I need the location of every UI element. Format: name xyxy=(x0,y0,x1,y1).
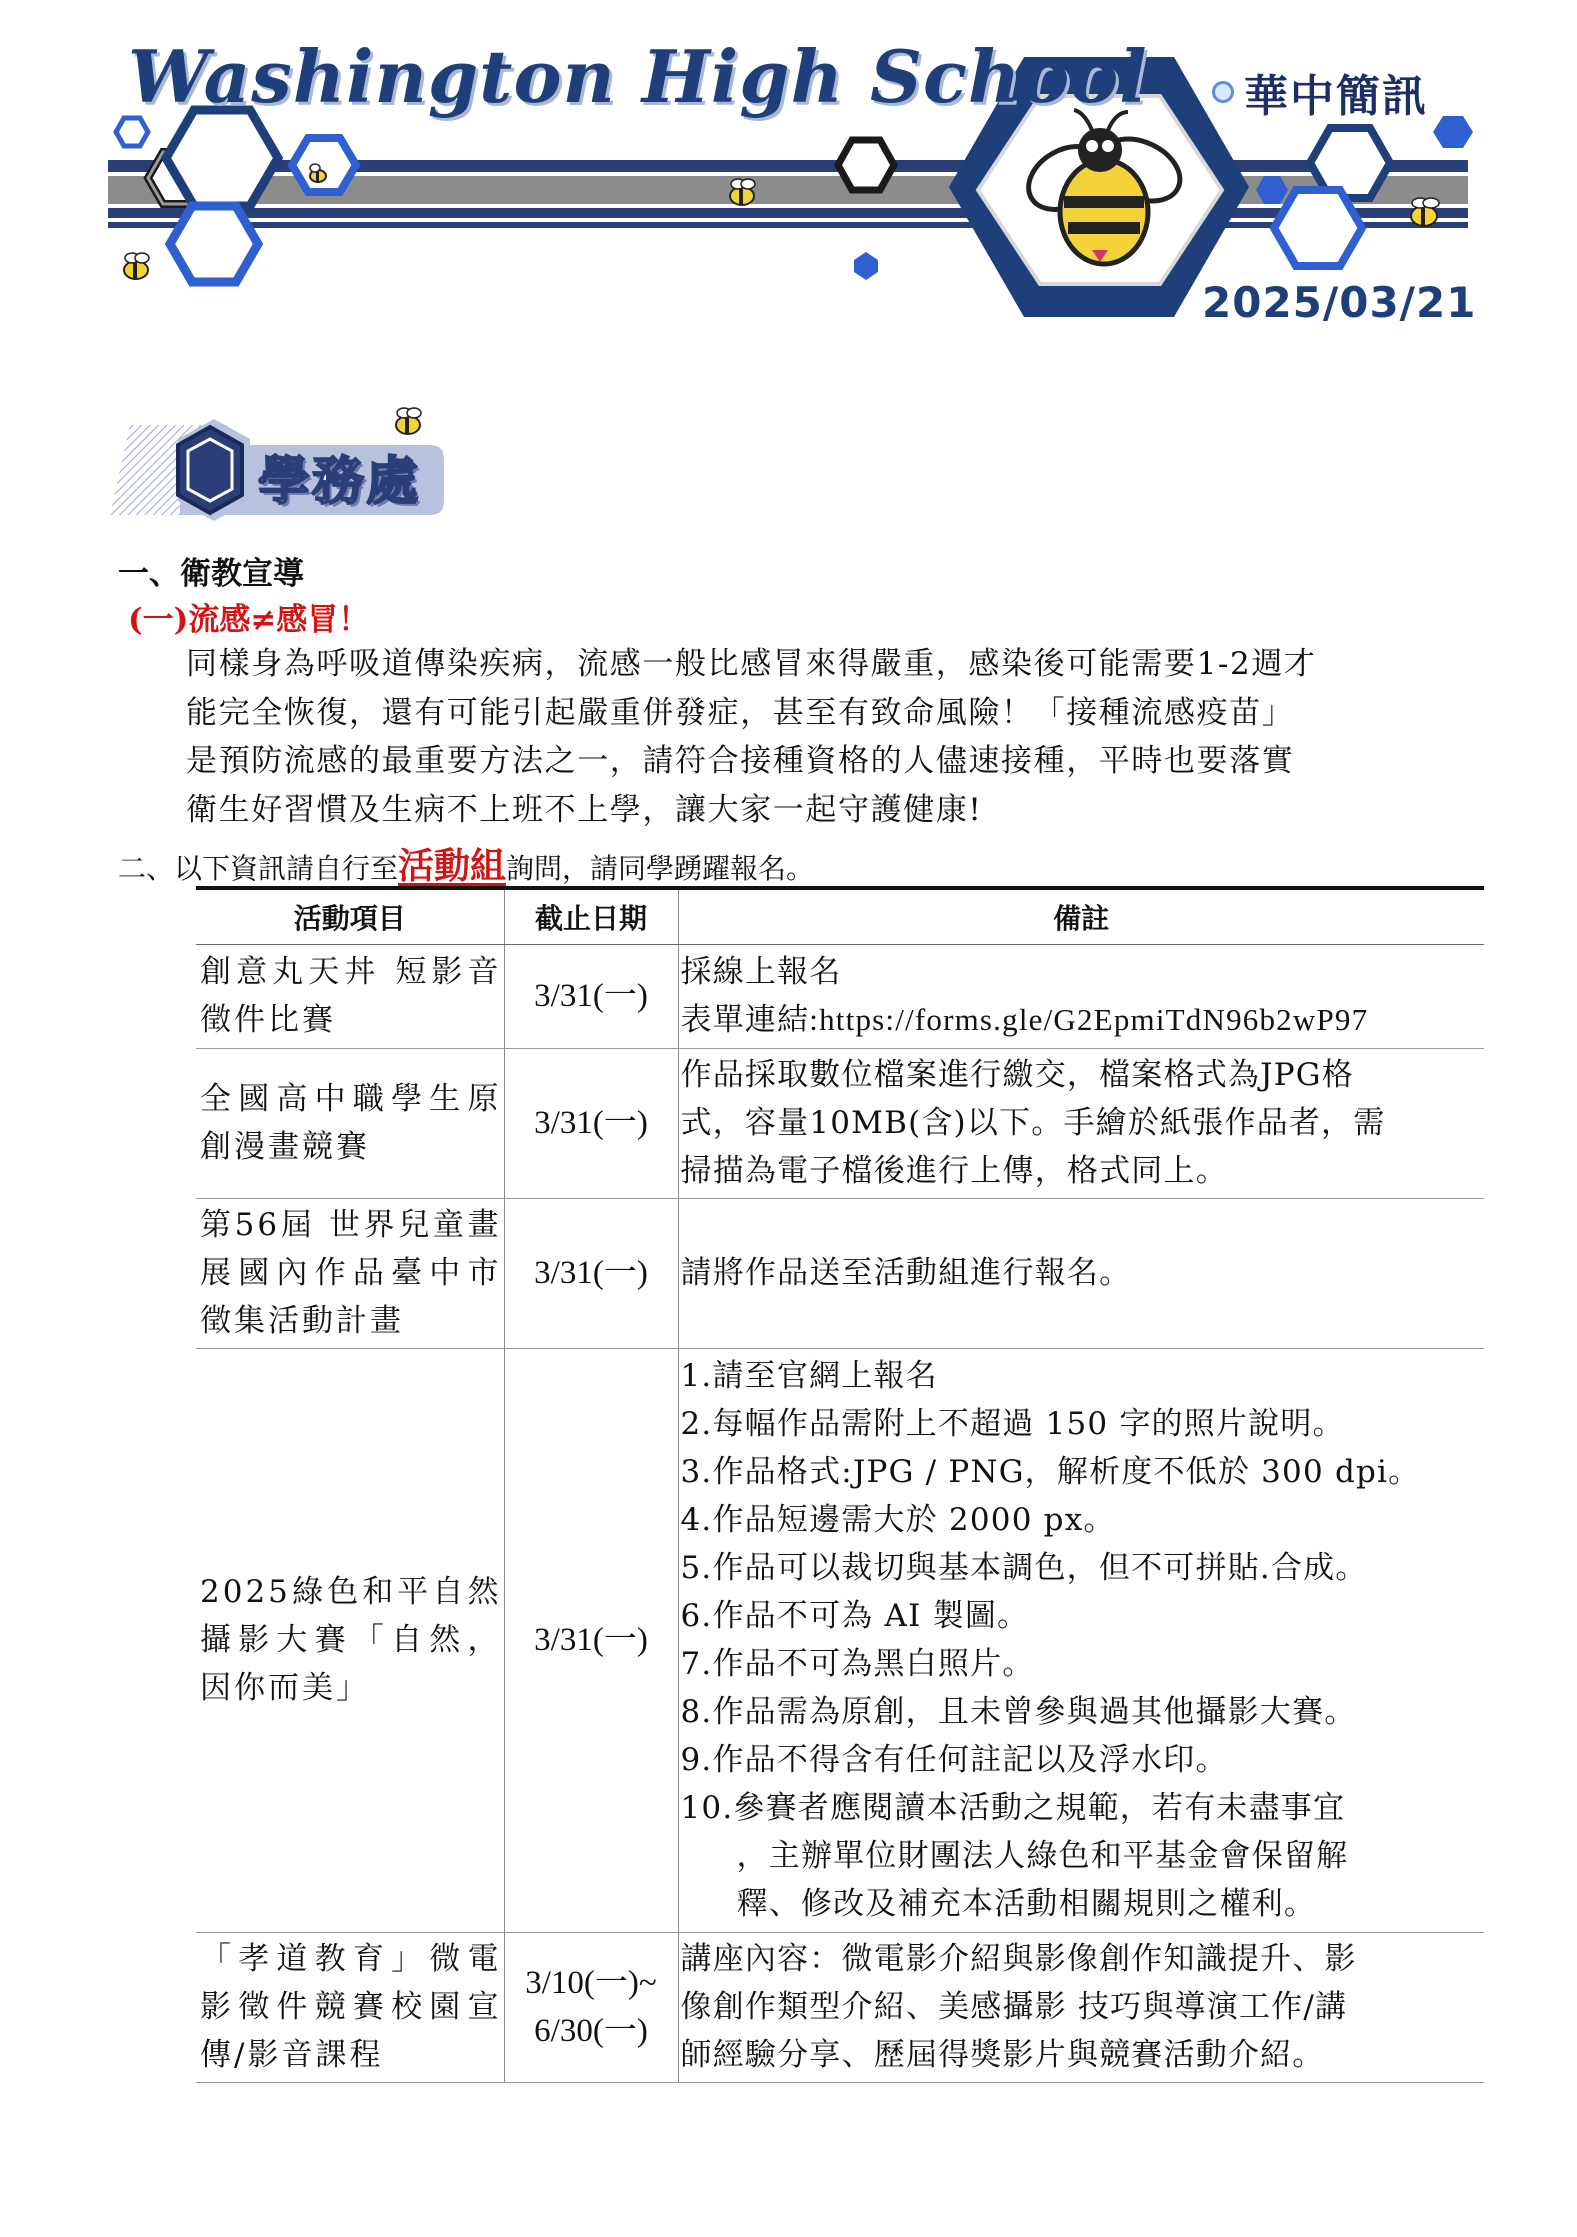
deadline: 3/31(一) xyxy=(504,1198,678,1348)
issue-date: 2025/03/21 xyxy=(1202,278,1477,327)
note-line: 7.作品不可為黑白照片。 xyxy=(680,1646,1035,1682)
note-line: 採線上報名 xyxy=(680,954,842,990)
note-line: 8.作品需為原創，且未曾參與過其他攝影大賽。 xyxy=(680,1694,1357,1730)
intro-suffix: 詢問，請同學踴躍報名。 xyxy=(506,852,815,885)
bee-icon xyxy=(124,253,149,279)
note-line: 作品採取數位檔案進行繳交，檔案格式為JPG格 xyxy=(680,1057,1354,1093)
activity-notes xyxy=(678,1348,1484,1932)
note-line: 4.作品短邊需大於 2000 px。 xyxy=(680,1502,1116,1538)
deadline: 3/31(一) xyxy=(504,1048,678,1198)
note-line: 10.參賽者應閱讀本活動之規範，若有未盡事宜 xyxy=(680,1790,1346,1826)
section-badge xyxy=(110,405,450,535)
activity-intro xyxy=(118,838,814,889)
note-line: 9.作品不得含有任何註記以及浮水印。 xyxy=(680,1742,1228,1778)
newsletter-header xyxy=(0,0,1577,360)
note-line: 3.作品格式:JPG / PNG，解析度不低於 300 dpi。 xyxy=(680,1454,1421,1490)
paragraph-line: 是預防流感的最重要方法之一，請符合接種資格的人儘速接種，平時也要落實 xyxy=(186,743,1295,779)
table-row xyxy=(196,1198,1484,1348)
paragraph-line: 同樣身為呼吸道傳染疾病，流感一般比感冒來得嚴重，感染後可能需要1-2週才 xyxy=(186,646,1317,682)
note-line: 1.請至官網上報名 xyxy=(680,1358,938,1394)
brand-text: 華中簡訊 xyxy=(1244,71,1428,122)
note-line: 式，容量10MB(含)以下。手繪於紙張作品者，需 xyxy=(680,1105,1386,1141)
activity-table xyxy=(196,886,1484,2083)
section-title: 學務處 xyxy=(258,452,421,512)
subheading-flu: (一)流感≠感冒！ xyxy=(128,602,370,638)
form-link[interactable]: 表單連結:https://forms.gle/G2EpmiTdN96b2wP97 xyxy=(680,1002,1369,1037)
note-line: 6.作品不可為 AI 製圖。 xyxy=(680,1598,1030,1634)
note-line: 講座內容：微電影介紹與影像創作知識提升、影 xyxy=(680,1941,1357,1977)
table-header-row xyxy=(196,888,1484,944)
deadline-start: 3/10(一)~ xyxy=(525,1965,657,2001)
school-name: Washington High School xyxy=(128,34,1148,119)
hexagon-bullet-icon xyxy=(1212,81,1234,103)
activity-name: 創意丸天丼 短影音徵件比賽 xyxy=(196,944,504,1048)
bee-icon xyxy=(1411,198,1439,226)
table-row xyxy=(196,944,1484,1048)
deadline: 3/31(一) xyxy=(504,944,678,1048)
activity-name: 第56屆 世界兒童畫展國內作品臺中市徵集活動計畫 xyxy=(196,1198,504,1348)
note-line: 釋、修改及補充本活動相關規則之權利。 xyxy=(736,1886,1317,1922)
activity-name: 全國高中職學生原創漫畫競賽 xyxy=(196,1048,504,1198)
table-row xyxy=(196,1932,1484,2082)
note-line: 掃描為電子檔後進行上傳，格式同上。 xyxy=(680,1153,1228,1189)
column-header-activity: 活動項目 xyxy=(196,888,504,944)
activity-name: 2025綠色和平自然攝影大賽「自然，因你而美」 xyxy=(196,1348,504,1932)
intro-highlight: 活動組 xyxy=(398,845,507,887)
note-line: 像創作類型介紹、美感攝影 技巧與導演工作/講 xyxy=(680,1989,1348,2025)
paragraph-line: 能完全恢復，還有可能引起嚴重併發症，甚至有致命風險！「接種流感疫苗」 xyxy=(186,694,1295,731)
note-line: ，主辦單位財團法人綠色和平基金會保留解 xyxy=(736,1838,1349,1874)
activity-notes xyxy=(678,1932,1484,2082)
heading-health-education: 一、衛教宣導 xyxy=(118,556,304,592)
deadline xyxy=(504,1932,678,2082)
table-row xyxy=(196,1048,1484,1198)
bee-icon xyxy=(730,179,755,205)
note-line: 請將作品送至活動組進行報名。 xyxy=(680,1255,1132,1291)
intro-prefix: 二、以下資訊請自行至 xyxy=(118,852,399,885)
deadline: 3/31(一) xyxy=(504,1348,678,1932)
activity-name: 「孝道教育」微電影徵件競賽校園宣傳/影音課程 xyxy=(196,1932,504,2082)
deadline-end: 6/30(一) xyxy=(534,2013,648,2049)
flu-paragraph xyxy=(186,640,1471,834)
note-line: 師經驗分享、歷屆得獎影片與競賽活動介紹。 xyxy=(680,2037,1325,2073)
activity-notes xyxy=(678,1048,1484,1198)
note-line: 5.作品可以裁切與基本調色，但不可拼貼.合成。 xyxy=(680,1550,1368,1586)
table-row xyxy=(196,1348,1484,1932)
activity-notes xyxy=(678,1198,1484,1348)
paragraph-line: 衛生好習慣及生病不上班不上學，讓大家一起守護健康! xyxy=(186,791,983,828)
note-line: 2.每幅作品需附上不超過 150 字的照片說明。 xyxy=(680,1406,1345,1442)
newsletter-brand xyxy=(1212,60,1428,124)
column-header-deadline: 截止日期 xyxy=(504,888,678,944)
activity-notes xyxy=(678,944,1484,1048)
column-header-notes: 備註 xyxy=(678,888,1484,944)
bee-icon xyxy=(396,408,421,434)
